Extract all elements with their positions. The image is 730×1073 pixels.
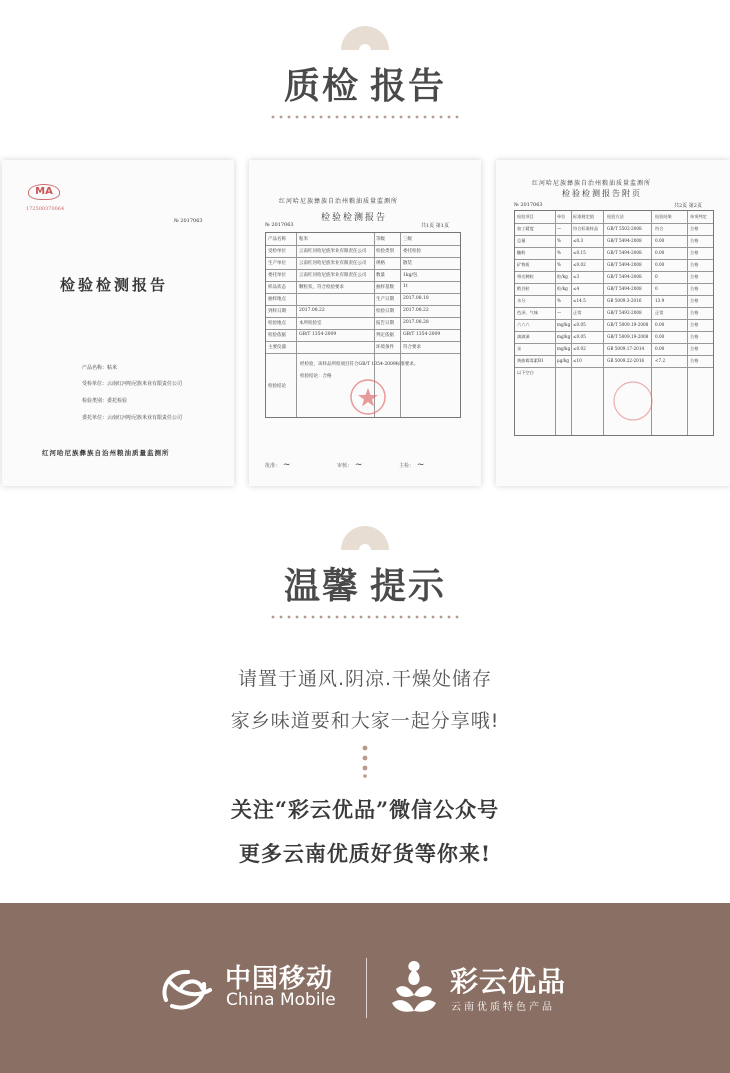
appendix-cell: 合格 (690, 310, 699, 315)
appendix-cell: 矿物质 (517, 262, 530, 267)
header-cell: 单位 (557, 214, 566, 219)
cell: 检验类别 (376, 249, 394, 254)
cell: 1kg/包 (403, 273, 418, 278)
report-appendix-page[interactable] (496, 160, 730, 486)
storage-tip: 请置于通风.阴凉.干燥处储存 (237, 668, 493, 690)
dotted-divider (270, 614, 460, 624)
inspection-documents (0, 160, 730, 490)
appendix-cell: <7.2 (655, 358, 666, 363)
cell: 数量 (376, 273, 385, 278)
cell: 生产日期 (376, 297, 394, 302)
fan-icon (337, 22, 393, 52)
appendix-cell: 0.00 (655, 250, 665, 255)
appendix-cell: GB/T 5502-2008 (607, 226, 642, 231)
cell: 抽样地点 (268, 297, 286, 302)
cell: 到样日期 (268, 309, 286, 314)
appendix-cell: 粒/kg (557, 286, 568, 291)
appendix-cell: 合格 (690, 250, 699, 255)
appendix-cell: ≤0.05 (573, 322, 586, 327)
report-org: 红河哈尼族彝族自治州粮油质量监测所 (279, 198, 399, 205)
cell: 三级 (403, 237, 412, 242)
cell: 1t (403, 284, 408, 289)
appendix-cell: 黄曲霉毒素B1 (517, 358, 544, 363)
appendix-cell: 合格 (690, 346, 699, 351)
appendix-cell: 正常 (573, 310, 582, 315)
cell: 生产单位 (268, 261, 286, 266)
caiyun-tagline: 云南优质特色产品 (451, 1002, 555, 1013)
cell: 2017.08.18 (403, 296, 429, 301)
cell: 判定依据 (376, 333, 394, 338)
appendix-cell: GB/T 5494-2008 (607, 274, 642, 279)
appendix-cell: 汞 (517, 346, 522, 351)
appendix-cell: GB/T 5492-2008 (607, 310, 642, 315)
cell: 报告日期 (376, 321, 394, 326)
cell: 散装 (403, 261, 412, 266)
appendix-cell: 符合 (655, 226, 664, 231)
appendix-cell: ≤0.05 (573, 334, 586, 339)
report-number: № 2017063 (174, 218, 203, 224)
cell: 本所检验室 (299, 321, 322, 326)
promo-text: 更多云南优质好货等你来! (238, 841, 492, 866)
section-title-report: 质检 报告 (283, 65, 447, 107)
appendix-cell: 带壳稗粒 (517, 274, 534, 279)
section-title-tips: 温馨 提示 (283, 565, 447, 607)
client-line: 委托单位：云南红河哈尼族米业有限责任公司 (82, 415, 183, 421)
report-page: 共1页 第1页 (421, 223, 449, 229)
appendix-cell: 0 (655, 274, 658, 279)
caiyun-peacock-logo-icon (388, 955, 440, 1019)
report-no: № 2017063 (265, 222, 294, 228)
conclusion-label: 检验结论 (268, 384, 286, 389)
ma-logo: MA (28, 184, 60, 200)
appendix-cell: % (557, 238, 561, 243)
appendix-cell: 0.00 (655, 322, 665, 327)
cell: 委托检验 (403, 249, 421, 254)
appendix-no: № 2017063 (514, 202, 543, 208)
cell: 产品名称 (268, 237, 286, 242)
fan-icon (337, 522, 393, 552)
cell: 等级 (376, 237, 385, 242)
vertical-dots-divider (360, 744, 370, 778)
appendix-cell: % (557, 262, 561, 267)
appendix-cell: μg/kg (557, 358, 570, 363)
cell: 2017.08.28 (403, 320, 429, 325)
product-line: 产品名称：粘米 (82, 365, 118, 371)
appendix-cell: 符合标准样品 (573, 226, 599, 231)
cell: 检验依据 (268, 333, 286, 338)
appendix-cell: 合格 (690, 286, 699, 291)
appendix-cell: 0.00 (655, 334, 665, 339)
footer-divider (366, 958, 367, 1018)
appendix-cell: GB 5009.3-2016 (607, 298, 642, 303)
appendix-cell: 正常 (655, 310, 664, 315)
cell: 云南红河哈尼族米业有限责任公司 (299, 261, 367, 266)
appendix-cell: GB/T 5494-2008 (607, 286, 642, 291)
report-table (265, 232, 461, 418)
appendix-cell: GB/T 5009.19-2008 (607, 322, 649, 327)
appendix-cell: 合格 (690, 274, 699, 279)
cover-org: 红河哈尼族彝族自治州粮油质量监测所 (42, 449, 170, 457)
header-cell: 标准规定值 (573, 214, 594, 219)
appendix-cell: 滴滴涕 (517, 334, 530, 339)
appendix-cell: 0 (655, 286, 658, 291)
cell: 云南红河哈尼族米业有限责任公司 (299, 249, 367, 254)
appendix-cell: GB/T 5494-2008 (607, 262, 642, 267)
appendix-cell: % (557, 298, 561, 303)
appendix-heading: 检验检测报告附页 (562, 189, 642, 198)
sign-main: 主检： ~ (399, 460, 425, 470)
follow-wechat-text: 关注“彩云优品”微信公众号 (230, 797, 500, 822)
china-mobile-logo-icon (158, 960, 218, 1016)
cell: 2017.08.22 (299, 308, 325, 313)
sign-approve: 批准： ~ (265, 460, 291, 470)
appendix-cell: 合格 (690, 334, 699, 339)
sign-review: 审核： ~ (337, 460, 363, 470)
appendix-table (514, 210, 714, 436)
appendix-cell: ≤14.5 (573, 298, 586, 303)
report-heading: 检验检测报告 (321, 213, 388, 223)
caiyun-brand-name: 彩云优品 (450, 965, 567, 998)
cell: 规格 (376, 261, 385, 266)
cell: 委托单位 (268, 273, 286, 278)
share-tip: 家乡味道要和大家一起分享哦! (230, 710, 500, 732)
appendix-cell: ≤0.3 (573, 238, 584, 243)
appendix-cell: 总量 (517, 238, 526, 243)
check-type-line: 检验类别：委托检验 (82, 398, 128, 404)
appendix-cell: ≤3 (573, 274, 580, 279)
appendix-cell: 粒/kg (557, 274, 568, 279)
appendix-cell: 合格 (690, 322, 699, 327)
conclusion-result: 检验结论：合格 (300, 374, 332, 379)
appendix-cell: 合格 (690, 262, 699, 267)
appendix-cell: ≤0.02 (573, 262, 586, 267)
appendix-cell: ≤4 (573, 286, 580, 291)
appendix-cell: mg/kg (557, 322, 571, 327)
cell: 粘米 (299, 237, 308, 242)
cell: 符合要求 (403, 345, 421, 350)
dotted-divider (270, 114, 460, 124)
appendix-cell: 糠粉 (517, 250, 526, 255)
appendix-cell: ≤10 (573, 358, 582, 363)
appendix-cell: 加工精度 (517, 226, 534, 231)
appendix-cell: GB/T 5009.19-2008 (607, 334, 649, 339)
cell: GB/T 1354-2009 (403, 332, 441, 337)
entrust-line: 受检单位：云南红河哈尼族米业有限责任公司 (82, 381, 183, 387)
appendix-cell: 0.00 (655, 346, 665, 351)
cell: 检验地点 (268, 321, 286, 326)
appendix-cell: 色泽、气味 (517, 310, 538, 315)
appendix-cell: GB 5009.22-2016 (607, 358, 645, 363)
appendix-page: 共2页 第2页 (674, 203, 702, 209)
empty-note: 以下空白 (517, 370, 534, 375)
header-cell: 检验结果 (655, 214, 672, 219)
china-mobile-name: 中国移动 (225, 964, 334, 994)
brand-footer (0, 903, 730, 1073)
appendix-cell: 六六六 (517, 322, 530, 327)
cell: 2017.08.22 (403, 308, 429, 313)
appendix-cell: mg/kg (557, 346, 571, 351)
appendix-org: 红河哈尼族彝族自治州粮油质量监测所 (532, 180, 652, 187)
official-seal-icon (611, 379, 655, 423)
conclusion-text: 经检验，该样品所检项目符合GB/T 1354-2009标准要求。 (300, 362, 419, 367)
appendix-cell: 合格 (690, 358, 699, 363)
appendix-cell: GB/T 5494-2008 (607, 238, 642, 243)
official-seal-icon (348, 377, 388, 417)
report-cover[interactable] (2, 160, 234, 486)
cell: 受检单位 (268, 249, 286, 254)
appendix-cell: 水分 (517, 298, 526, 303)
appendix-cell: — (557, 226, 562, 231)
header-cell: 检验项目 (517, 214, 534, 219)
appendix-cell: 合格 (690, 226, 699, 231)
cover-heading: 检验检测报告 (60, 276, 169, 294)
appendix-cell: ≤0.02 (573, 346, 586, 351)
appendix-cell: % (557, 250, 561, 255)
appendix-cell: — (557, 310, 562, 315)
appendix-cell: mg/kg (557, 334, 571, 339)
appendix-cell: 0.00 (655, 238, 665, 243)
appendix-cell: 稻谷粒 (517, 286, 530, 291)
appendix-cell: GB/T 5494-2008 (607, 250, 642, 255)
cell: 检验日期 (376, 309, 394, 314)
cell: 云南红河哈尼族米业有限责任公司 (299, 273, 367, 278)
header-cell: 单项判定 (690, 214, 707, 219)
appendix-cell: 合格 (690, 298, 699, 303)
appendix-cell: 合格 (690, 238, 699, 243)
appendix-cell: GB 5009.17-2014 (607, 346, 645, 351)
cell: 主要仪器 (268, 345, 286, 350)
cell: 颗粒状，符合检验要求 (299, 285, 344, 290)
cell: 样品状态 (268, 285, 286, 290)
china-mobile-english: China Mobile (226, 990, 336, 1010)
cert-number: 172500370064 (26, 206, 65, 212)
cell: 环境条件 (376, 345, 394, 350)
cell: GB/T 1354-2009 (299, 332, 337, 337)
appendix-cell: 0.00 (655, 262, 665, 267)
header-cell: 检验方法 (607, 214, 624, 219)
appendix-cell: ≤0.15 (573, 250, 586, 255)
appendix-cell: 13.9 (655, 298, 665, 303)
cell: 抽样基数 (376, 285, 394, 290)
report-main-page[interactable] (249, 160, 481, 486)
